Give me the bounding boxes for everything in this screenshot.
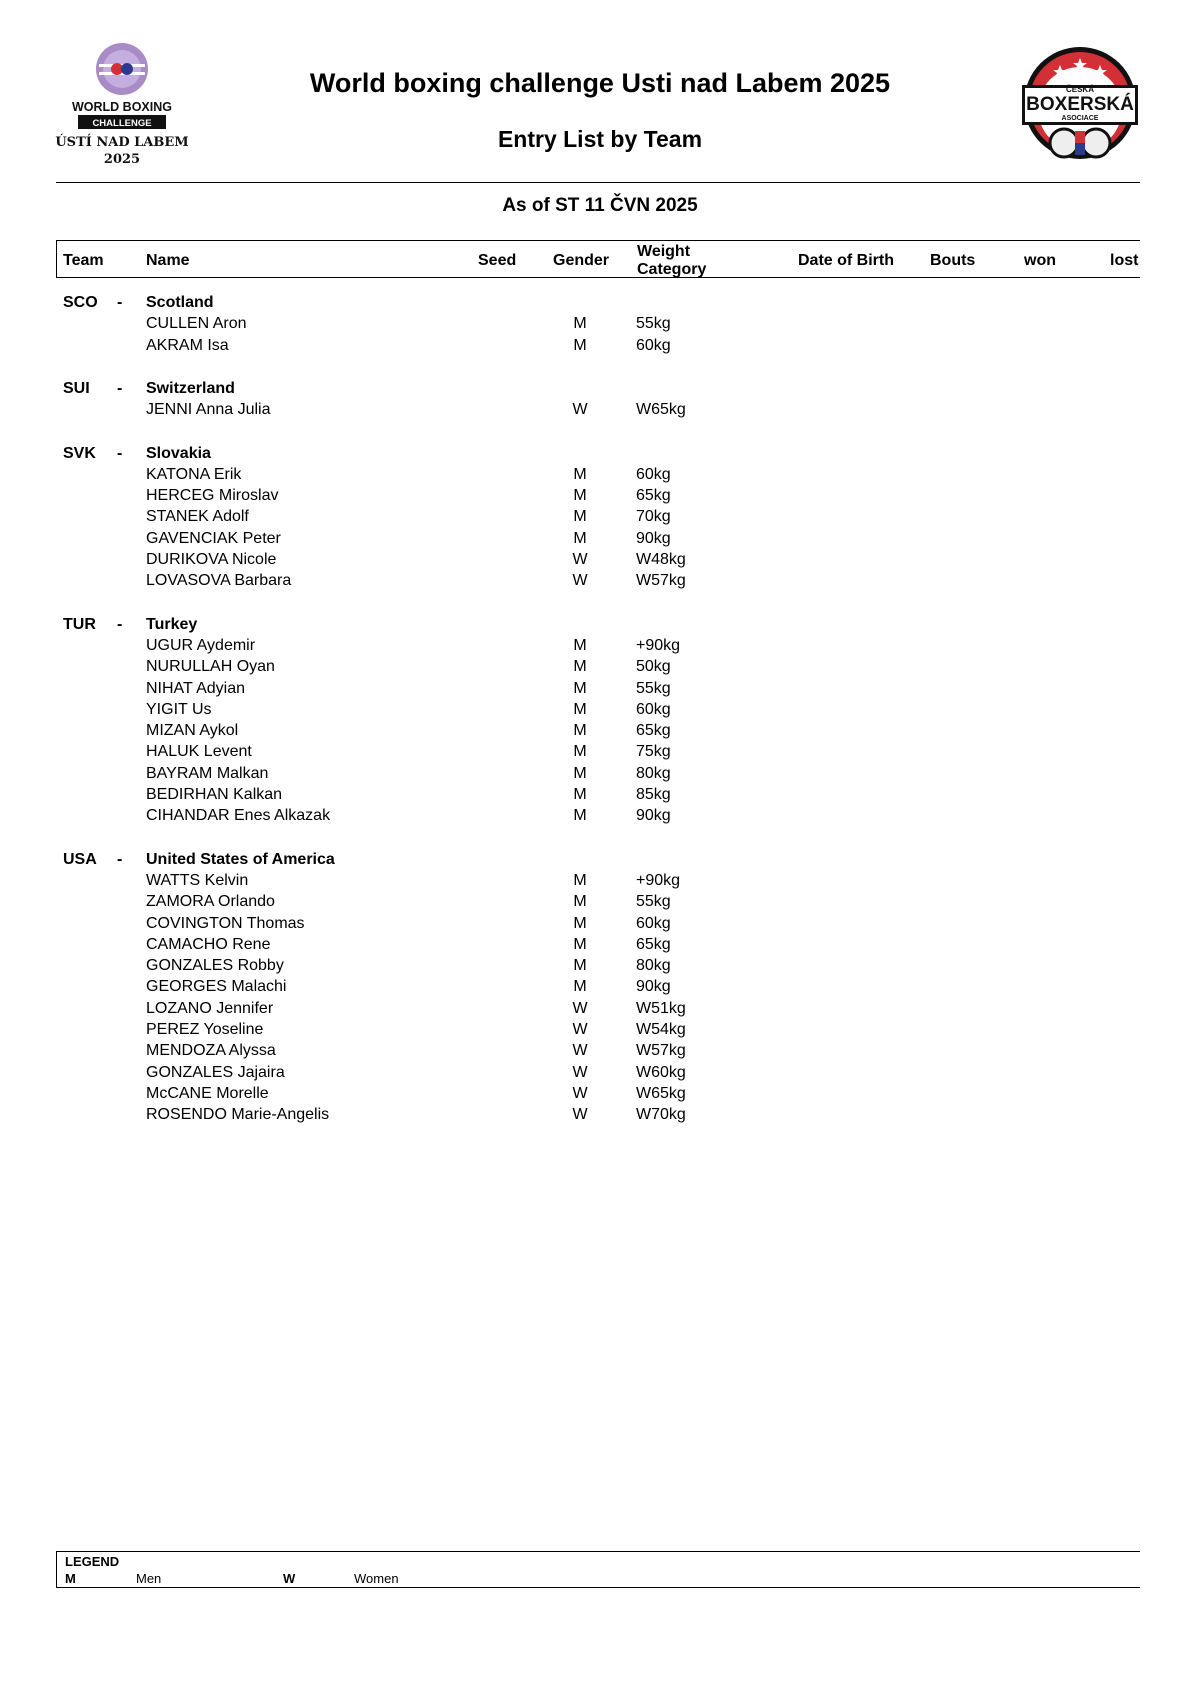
legend-code-women: W [283,1571,296,1586]
athlete-name: LOZANO Jennifer [146,999,274,1017]
athlete-gender: W [572,999,588,1017]
athlete-row [0,955,1190,976]
athlete-name: CIHANDAR Enes Alkazak [146,807,331,825]
athlete-name: COVINGTON Thomas [146,914,305,932]
athlete-row [0,784,1190,805]
team-row [0,849,1190,870]
federation-logo [1020,45,1140,170]
athlete-row [0,678,1190,699]
athlete-weight: +90kg [636,871,681,889]
athlete-weight: 80kg [636,764,671,782]
athlete-gender: W [572,1063,588,1081]
athlete-weight: W70kg [636,1106,686,1124]
athlete-row [0,699,1190,720]
athlete-gender: M [573,508,587,526]
legend-code-men: M [65,1571,76,1586]
athlete-row [0,1019,1190,1040]
athlete-weight: W48kg [636,551,686,568]
athlete-gender: M [573,679,587,697]
athlete-row [0,891,1190,912]
athlete-weight: W54kg [636,1021,686,1038]
legend-label-women: Women [354,1571,399,1586]
athlete-weight: 55kg [636,315,671,333]
page-title: World boxing challenge Usti nad Labem 2025 [309,68,891,98]
athlete-row [0,870,1190,891]
legend-title: LEGEND [65,1554,120,1569]
athlete-name: CULLEN Aron [146,315,247,333]
athlete-name: CAMACHO Rene [146,935,271,953]
team-dash: - [117,850,123,868]
athlete-gender: W [572,551,588,568]
team-code: TUR [63,615,96,633]
athlete-weight: 90kg [636,807,671,825]
athlete-name: JENNI Anna Julia [146,401,271,419]
athlete-weight: W51kg [636,999,686,1017]
athlete-row [0,913,1190,934]
athlete-row [0,720,1190,741]
team-code: USA [63,850,97,868]
athlete-weight: 70kg [636,508,671,526]
athlete-gender: M [573,786,587,803]
athlete-weight: W65kg [636,401,686,419]
athlete-row [0,399,1190,420]
col-weight-category [637,243,706,279]
athlete-row [0,976,1190,997]
athlete-weight: 60kg [636,700,671,718]
athlete-name: MENDOZA Alyssa [146,1042,276,1060]
athlete-gender: M [573,743,587,761]
athlete-gender: M [573,893,587,911]
logo-text-1: WORLD BOXING [72,100,172,114]
athlete-row [0,635,1190,656]
athlete-row [0,570,1190,591]
athlete-weight: 60kg [636,914,671,932]
federation-text-2: BOXERSKÁ [1026,94,1134,115]
athlete-name: KATONA Erik [146,465,242,483]
athlete-weight: W57kg [636,572,686,590]
athlete-row [0,934,1190,955]
athlete-row [0,549,1190,570]
athlete-gender: M [573,764,587,782]
athlete-weight: +90kg [636,636,681,654]
athlete-name: WATTS Kelvin [146,871,249,889]
athlete-name: LOVASOVA Barbara [146,572,292,590]
team-name: Switzerland [146,379,235,397]
athlete-gender: M [573,636,587,654]
team-dash: - [117,444,123,462]
athlete-name: ZAMORA Orlando [146,893,275,911]
athlete-weight: 65kg [636,487,671,505]
federation-text-1: ČESKÁ [1065,85,1095,94]
athlete-name: NURULLAH Oyan [146,658,275,676]
as-of-date: As of ST 11 ČVN 2025 [502,195,698,216]
athlete-row [0,998,1190,1019]
logo-text-3: ÚSTÍ NAD LABEM [55,135,189,150]
athlete-row [0,763,1190,784]
athlete-weight: 75kg [636,743,671,761]
col-won: won [1024,252,1056,269]
athlete-weight: W57kg [636,1042,686,1060]
athlete-weight: 85kg [636,786,671,803]
athlete-name: HERCEG Miroslav [146,487,279,505]
athlete-gender: M [573,315,587,333]
team-row [0,443,1190,464]
athlete-weight: 65kg [636,935,671,953]
athlete-gender: M [573,978,587,996]
team-name: Scotland [146,294,214,311]
team-dash: - [117,294,123,311]
athlete-gender: M [573,935,587,953]
federation-text-3: ASOCIACE [1061,115,1099,122]
athlete-row [0,485,1190,506]
athlete-name: McCANE Morelle [146,1084,269,1102]
legend-label-men: Men [136,1571,162,1586]
team-row [0,378,1190,399]
athlete-row [0,313,1190,334]
athlete-name: GONZALES Robby [146,957,284,975]
athlete-weight: W60kg [636,1063,686,1081]
athlete-gender: M [573,658,587,676]
athlete-name: UGUR Aydemir [146,636,256,654]
athlete-weight: 60kg [636,465,671,483]
team-dash: - [117,615,123,633]
athlete-gender: M [573,957,587,975]
athlete-gender: W [572,1106,588,1124]
logo-text-2: CHALLENGE [92,118,152,129]
athlete-gender: M [573,465,587,483]
athlete-name: GEORGES Malachi [146,978,287,996]
athlete-name: ROSENDO Marie-Angelis [146,1106,330,1124]
athlete-name: HALUK Levent [146,743,252,761]
team-name: United States of America [146,850,335,868]
athlete-name: BAYRAM Malkan [146,764,269,782]
col-team: Team [63,252,104,269]
team-name: Slovakia [146,444,211,462]
athlete-name: MIZAN Aykol [146,722,239,740]
athlete-name: PEREZ Yoseline [146,1021,264,1038]
col-seed: Seed [478,252,517,269]
athlete-name: DURIKOVA Nicole [146,551,277,568]
athlete-row [0,656,1190,677]
athlete-row [0,1104,1190,1125]
athlete-gender: W [572,1042,588,1060]
team-code: SCO [63,294,98,311]
col-weight-line2: Category [637,261,707,278]
athlete-gender: M [573,529,587,547]
athlete-name: GAVENCIAK Peter [146,529,281,547]
team-name: Turkey [146,615,198,633]
event-logo [55,42,190,170]
col-weight-line1: Weight [637,243,691,260]
athlete-name: STANEK Adolf [146,508,249,526]
athlete-gender: W [572,401,588,419]
athlete-gender: M [573,336,587,354]
athlete-gender: M [573,700,587,718]
athlete-row [0,464,1190,485]
athlete-weight: 50kg [636,658,671,676]
athlete-row [0,741,1190,762]
athlete-row [0,1083,1190,1104]
athlete-name: YIGIT Us [146,700,212,718]
athlete-gender: W [572,1021,588,1038]
athlete-weight: 55kg [636,679,671,697]
athlete-gender: M [573,487,587,505]
team-code: SVK [63,444,96,462]
athlete-row [0,1040,1190,1061]
athlete-weight: 60kg [636,336,671,354]
athlete-name: GONZALES Jajaira [146,1063,285,1081]
team-dash: - [117,379,123,397]
event-logo-graphic [55,42,190,170]
col-bouts: Bouts [930,252,976,269]
col-name: Name [146,252,190,269]
athlete-gender: M [573,807,587,825]
athlete-weight: 90kg [636,978,671,996]
athlete-gender: M [573,871,587,889]
col-lost: lost [1110,252,1139,269]
federation-logo-graphic [1020,45,1140,170]
athlete-row [0,1062,1190,1083]
athlete-weight: 65kg [636,722,671,740]
header-divider [56,182,1140,183]
athlete-gender: W [572,572,588,590]
page-subtitle: Entry List by Team [497,126,703,152]
athlete-row [0,805,1190,826]
legend [56,1551,1140,1588]
athlete-row [0,528,1190,549]
athlete-name: NIHAT Adyian [146,679,246,697]
col-date-of-birth: Date of Birth [798,252,894,269]
athlete-gender: M [573,722,587,740]
logo-text-4: 2025 [103,152,141,167]
table-header [56,240,1140,278]
athlete-weight: 80kg [636,957,671,975]
athlete-row [0,506,1190,527]
athlete-gender: M [573,914,587,932]
team-code: SUI [63,379,90,397]
athlete-gender: W [572,1084,588,1102]
team-row [0,292,1190,313]
athlete-weight: 55kg [636,893,671,911]
athlete-name: AKRAM Isa [146,336,229,354]
athlete-row [0,335,1190,356]
team-row [0,614,1190,635]
athlete-name: BEDIRHAN Kalkan [146,786,283,803]
athlete-weight: W65kg [636,1084,686,1102]
athlete-weight: 90kg [636,529,671,547]
col-gender: Gender [553,252,610,269]
